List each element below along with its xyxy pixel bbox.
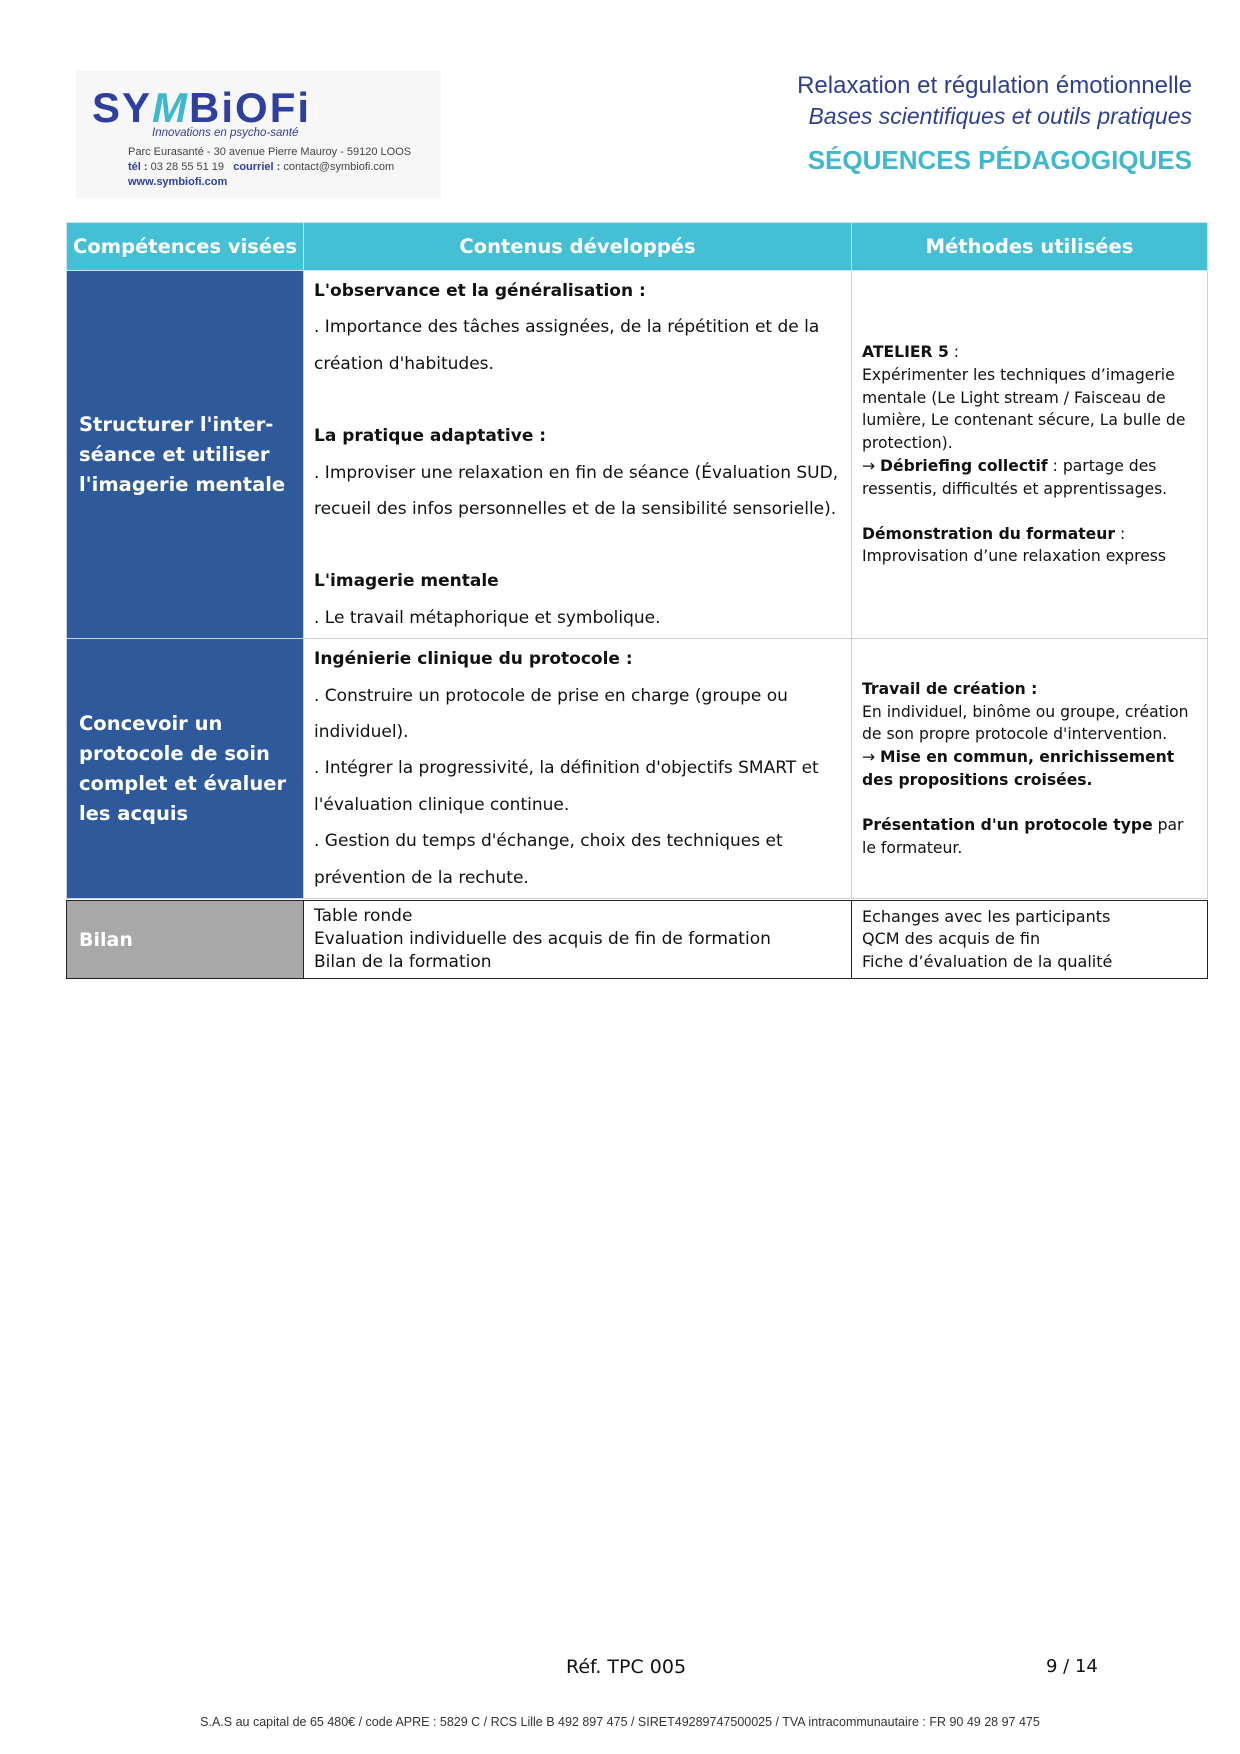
atelier-title: ATELIER 5 : [862,343,960,362]
contenu-line: . Improviser une relaxation en fin de séance (Évaluation SUD, recueil des infos personnelles et de la sensibilité sensorielle). [314,462,839,520]
contenu-line: . Intégrer la progressivité, la définition d'objectifs SMART et l'évaluation clinique continue. [314,758,819,815]
competence-cell: Concevoir un protocole de soin complet et évaluer les acquis [67,639,304,899]
list-item: Table ronde [314,906,413,926]
logo-address: Parc Eurasanté - 30 avenue Pierre Mauroy - 59120 LOOS [128,146,412,158]
demo-text: Improvisation d’une relaxation express [862,547,1167,566]
header-competences: Compétences visées [67,223,304,271]
contenu-heading: L'imagerie mentale [314,571,499,592]
atelier-text: Expérimenter les techniques d’imagerie mentale (Le Light stream / Faisceau de lumière, Le contenant sécure, La bulle de protection). [862,365,1186,453]
bilan-label: Bilan [67,901,304,979]
methodes-cell [852,639,1208,899]
document-title: Relaxation et régulation émotionnelle [797,72,1192,99]
contenu-line: . Le travail métaphorique et symbolique. [314,607,661,628]
sequences-table [66,222,1208,899]
contenu-line: . Gestion du temps d'échange, choix des techniques et prévention de la rechute. [314,831,783,888]
logo-website: www.symbiofi.com [128,176,228,188]
table-row [67,901,1208,979]
methodes-cell [852,271,1208,639]
table-header-row [67,223,1208,271]
contenu-line: . Construire un protocole de prise en charge (groupe ou individuel). [314,685,788,743]
list-item: Evaluation individuelle des acquis de fin de formation [314,929,771,949]
contenu-line: . Importance des tâches assignées, de la répétition et de la création d'habitudes. [314,317,820,374]
presentation-line: Présentation d'un protocole type par le formateur. [862,815,1184,857]
header-methodes: Méthodes utilisées [852,223,1208,271]
bilan-table [66,900,1208,979]
list-item: QCM des acquis de fin [862,929,1041,949]
list-item: Bilan de la formation [314,952,492,972]
header-contenus: Contenus développés [304,223,852,271]
contenus-cell [304,271,852,639]
page-number: 9 / 14 [1046,1656,1098,1677]
company-logo [76,70,441,198]
arrow-right-icon: → [862,748,876,767]
contenus-cell [304,639,852,899]
competence-cell: Structurer l'inter-séance et utiliser l'imagerie mentale [67,271,304,639]
logo-contact: tél : 03 28 55 51 19 courriel : contact@symbiofi.com [128,161,395,173]
contenu-heading: L'observance et la généralisation : [314,281,646,301]
demo-title: Démonstration du formateur : [862,524,1126,543]
contenu-heading: Ingénierie clinique du protocole : [314,649,633,670]
travail-text: En individuel, binôme ou groupe, création de son propre protocole d'intervention. [862,702,1189,744]
table-row [67,639,1208,899]
document-subtitle: Bases scientifiques et outils pratiques [808,103,1192,129]
list-item: Echanges avec les participants [862,906,1111,926]
arrow-right-icon: → [862,457,876,476]
debriefing-line: → Débriefing collectif : partage des ressentis, difficultés et apprentissages. [862,457,1168,498]
bilan-methodes [852,901,1208,979]
contenu-heading: La pratique adaptative : [314,426,547,447]
logo-tagline: Innovations en psycho-santé [152,127,299,139]
travail-title: Travail de création : [862,679,1038,698]
mise-en-commun-line: → Mise en commun, enrichissement des propositions croisées. [862,748,1175,790]
bilan-contenus [304,901,852,979]
list-item: Fiche d’évaluation de la qualité [862,951,1113,971]
table-row [67,271,1208,639]
section-title: SÉQUENCES PÉDAGOGIQUES [807,145,1192,175]
reference-number: Réf. TPC 005 [566,1656,687,1678]
logo-wordmark: SYMBiOFi [92,84,312,131]
legal-footer: S.A.S au capital de 65 480€ / code APRE : 5829 C / RCS Lille B 492 897 475 / SIRET49289747500025 / TVA intracommunautaire : FR 90 49 28 97 475 [200,1715,1040,1729]
